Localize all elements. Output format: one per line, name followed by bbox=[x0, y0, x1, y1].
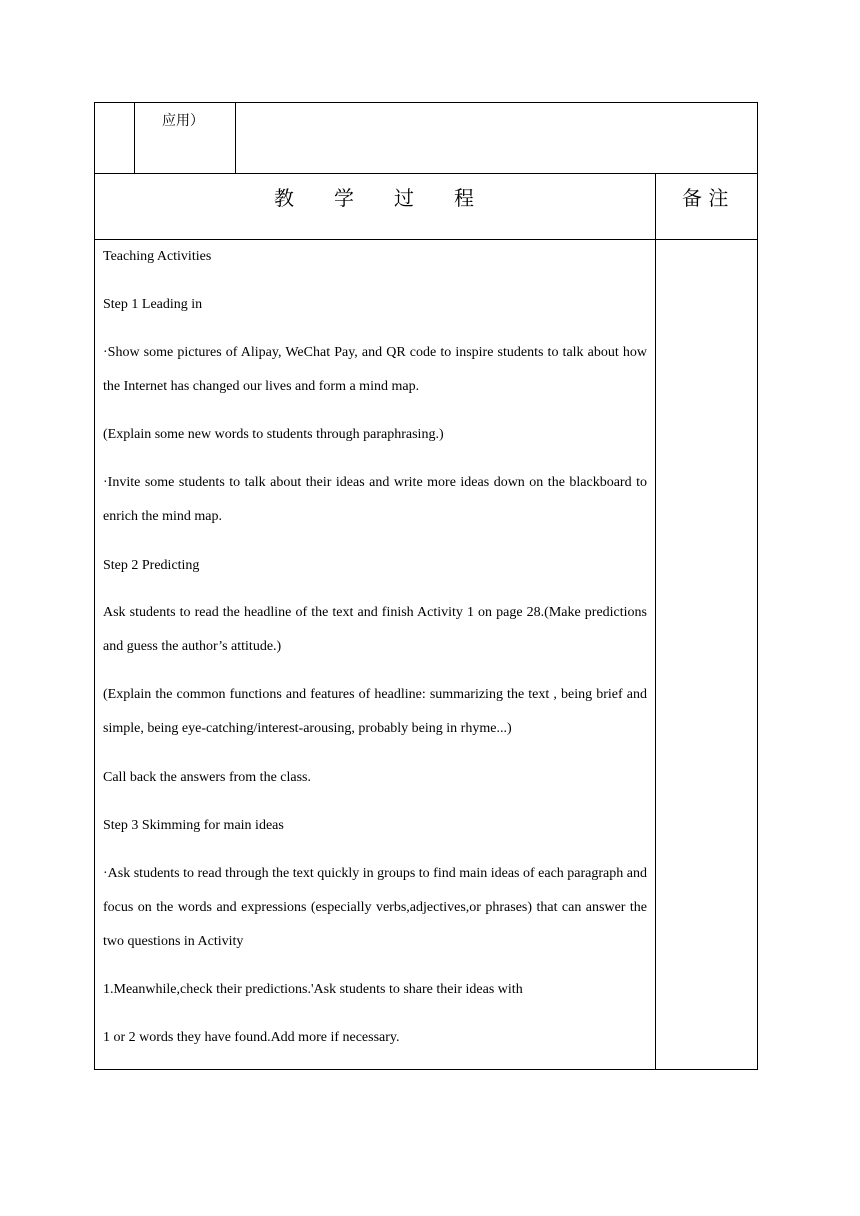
step1-title: Step 1 Leading in bbox=[103, 297, 203, 312]
step3-title: Step 3 Skimming for main ideas bbox=[103, 818, 284, 833]
step2-paragraph-1: Ask students to read the headline of the text and finish Activity 1 on page 28.(Make predictions and guess the author’s attitude.) bbox=[103, 605, 647, 654]
step1-paragraph-2: (Explain some new words to students through paraphrasing.) bbox=[103, 427, 444, 442]
section-title: Teaching Activities bbox=[103, 249, 212, 264]
table-right-border bbox=[757, 102, 758, 1070]
step1-paragraph-1: ·Show some pictures of Alipay, WeChat Pay, and QR code to inspire students to talk about how the Internet has changed our lives and form a mind map. bbox=[103, 345, 647, 394]
step3-paragraph-3: 1 or 2 words they have found.Add more if necessary. bbox=[103, 1030, 400, 1045]
step3-paragraph-2: 1.Meanwhile,check their predictions.'Ask students to share their ideas with bbox=[103, 982, 523, 997]
step2-paragraph-3: Call back the answers from the class. bbox=[103, 770, 311, 785]
step1-paragraph-3: ·Invite some students to talk about their ideas and write more ideas down on the blackboard to enrich the mind map. bbox=[103, 475, 647, 524]
top-row-divider-b bbox=[235, 102, 236, 174]
step2-title: Step 2 Predicting bbox=[103, 558, 200, 573]
step3-paragraph-1: ·Ask students to read through the text quickly in groups to find main ideas of each paragraph and focus on the words and expressions (especially verbs,adjectives,or phrases) that can answer the two questions in Activity bbox=[103, 866, 647, 949]
remarks-heading: 备 注 bbox=[682, 186, 729, 210]
row-divider-1 bbox=[94, 173, 758, 174]
step2-paragraph-2: (Explain the common functions and features of headline: summarizing the text , being brief and simple, being eye-catching/interest-arousing, probably being in rhyme...) bbox=[103, 687, 647, 736]
top-row-cell-text: 应用） bbox=[162, 113, 204, 129]
row-divider-2 bbox=[94, 239, 758, 240]
remarks-column-divider bbox=[655, 173, 656, 1070]
remarks-cell bbox=[657, 241, 755, 1067]
table-bottom-border bbox=[94, 1069, 758, 1070]
top-row-divider-a bbox=[134, 102, 135, 174]
table-left-border bbox=[94, 102, 95, 1070]
teaching-process-heading: 教 学 过 程 bbox=[274, 186, 474, 210]
table-top-border bbox=[94, 102, 758, 103]
